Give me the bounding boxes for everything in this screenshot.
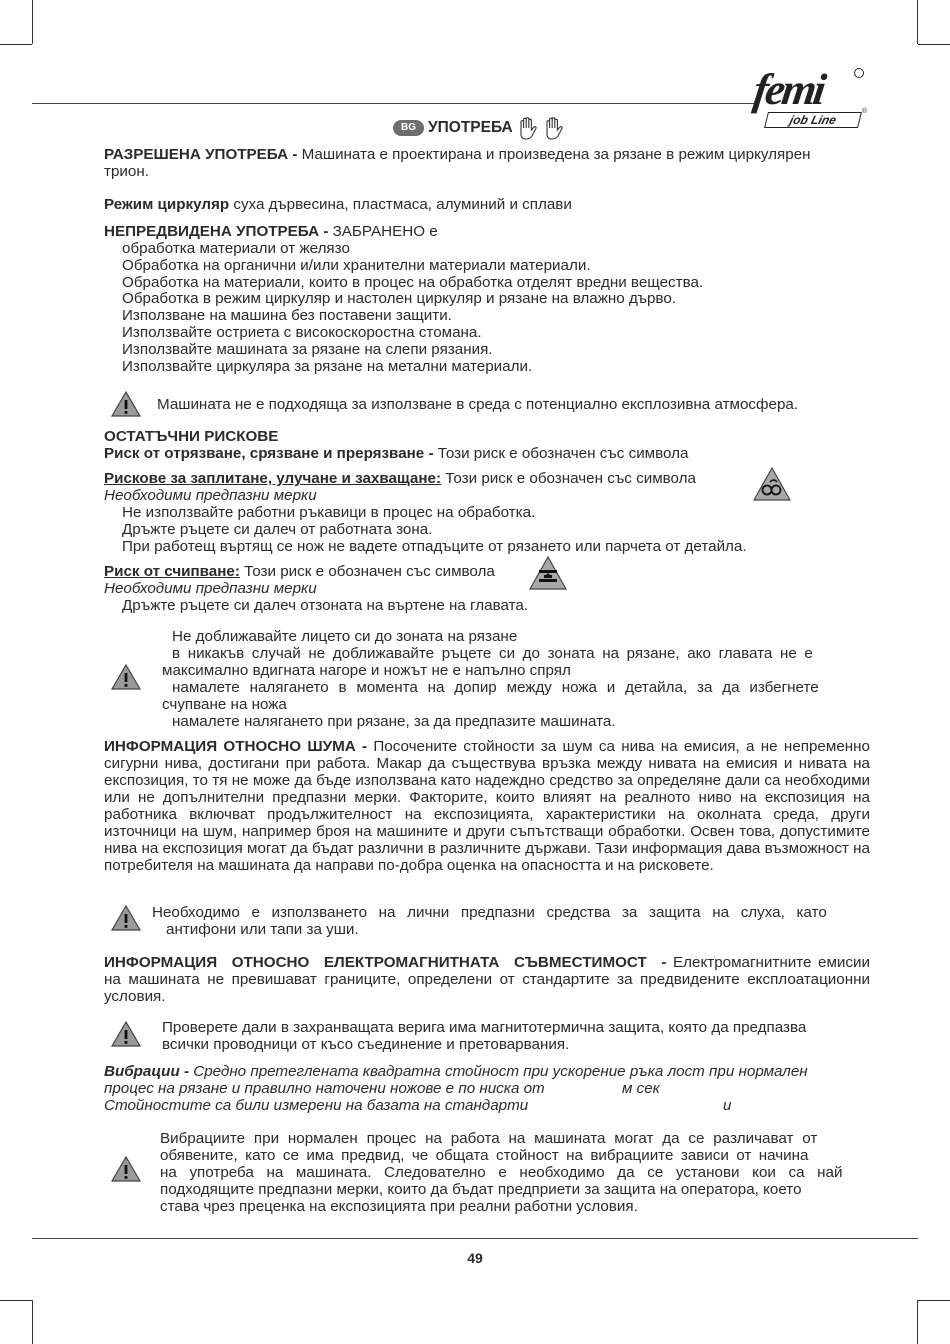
- warning-circuit-line: всички проводници от късо съединение и претоварвания.: [162, 1036, 570, 1053]
- language-badge: BG: [393, 120, 424, 136]
- crop-mark: [918, 1300, 950, 1301]
- crush-hazard-icon: [528, 555, 568, 591]
- crush-risk-text: Този риск е обозначен със символа: [239, 563, 495, 580]
- unforeseen-use: [104, 223, 438, 240]
- list-item: обработка материали от желязо: [122, 240, 350, 257]
- residual-risks-title: ОСТАТЪЧНИ РИСКОВЕ: [104, 428, 279, 445]
- hand-icon: [543, 116, 565, 140]
- emc-info: [104, 954, 870, 1005]
- crop-mark: [32, 0, 33, 44]
- warning-icon: [110, 904, 142, 932]
- warning-explosive-text: Машината не е подходяща за използване в среда с потенциално експлозивна атмосфера.: [157, 396, 799, 413]
- crop-mark: [917, 0, 918, 44]
- vibration-unit: м сек: [622, 1080, 660, 1097]
- circular-mode: [104, 196, 572, 213]
- crop-mark: [917, 1300, 918, 1344]
- brand-logo: [750, 65, 872, 132]
- list-item: Използвайте остриета с високоскоростна стомана.: [122, 324, 482, 341]
- warning-icon: [110, 663, 142, 691]
- entangle-risk-text: Този риск е обозначен със символа: [441, 470, 696, 487]
- bottom-rule: [32, 1238, 918, 1239]
- warning-face-line: счупване на ножа: [162, 696, 287, 713]
- permitted-use-text: Машината е проектирана и произведена за рязане в режим циркулярен: [297, 146, 811, 163]
- permitted-use: [104, 146, 811, 163]
- logo-femi: femi: [750, 65, 827, 114]
- permitted-use-label: РАЗРЕШЕНА УПОТРЕБА -: [104, 146, 298, 163]
- unforeseen-use-label: НЕПРЕДВИДЕНА УПОТРЕБА -: [104, 223, 329, 240]
- vibration-label: Вибрации -: [104, 1063, 190, 1080]
- warning-face-line: Не доближавайте лицето си до зоната на рязане: [172, 628, 518, 645]
- list-item: Обработка в режим циркуляр и настолен циркуляр и рязане на влажно дърво.: [122, 290, 676, 307]
- vibration-text-3: Стойностите са били измерени на базата на стандарти: [104, 1097, 529, 1114]
- list-item: Обработка на материали, които в процес на обработка отделят вредни вещества.: [122, 274, 704, 291]
- cut-risk-text: Този риск е обозначен със символа: [433, 445, 689, 462]
- entangle-risk-label: Рискове за заплитане, улучане и захващане:: [104, 470, 442, 487]
- list-item: Използвайте циркуляра за рязане на метални материали.: [122, 358, 533, 375]
- noise-info-text: Посочените стойности за шум са нива на емисия, а не непременно сигурни нива, достигани при работа. Макар да съществува връзка между нивата на емисия и нивата на експозиция, то тя не може да бъде използвана като надеждно средство за определяне дали са необходими или не допълнителни предпазни мерки. Факторите, които влияят на реалното ниво на експозиция на работника включват продължителност на експозицията, характеристики на околната среда, други източници на шум, например броя на машините и други съпътстващи обработки. Освен това, допустимите нива на експозиция могат да бъдат различни в различните държави. Тази информация дава възможност на потребителя на машината да направи по-добра оценка на опасността и на рисковете.: [104, 738, 870, 874]
- warning-icon: [110, 1155, 142, 1183]
- warning-vibration-line: става чрез преценка на експозицията при реални работни условия.: [160, 1198, 638, 1215]
- page-number: 49: [467, 1250, 483, 1266]
- noise-info: [104, 738, 870, 874]
- list-item: Дръжте ръцете си далеч от работната зона.: [122, 521, 433, 538]
- list-item: Обработка на органични и/или хранителни материали материали.: [122, 257, 591, 274]
- circular-mode-label: Режим циркуляр: [104, 196, 230, 213]
- warning-face-line: намалете налягането в момента на допир между ножа и детайла, за да избегнете: [172, 679, 819, 696]
- logo-registered: ®: [862, 108, 868, 115]
- measures-heading: Необходими предпазни мерки: [104, 487, 317, 504]
- vibration-info: [104, 1063, 808, 1080]
- warning-face-line: максимално вдигната нагоре и ножът не е напълно спрял: [162, 662, 571, 679]
- circular-mode-text: суха дървесина, пластмаса, алуминий и сплави: [229, 196, 572, 213]
- list-item: Дръжте ръцете си далеч отзоната на въртене на главата.: [122, 597, 529, 614]
- warning-vibration-line: подходящите предпазни мерки, които да бъдат предприети за защита на оператора, което: [160, 1181, 802, 1198]
- measures-heading: Необходими предпазни мерки: [104, 580, 317, 597]
- crop-mark: [32, 1300, 33, 1344]
- noise-info-label: ИНФОРМАЦИЯ ОТНОСНО ШУМА -: [104, 738, 368, 755]
- warning-icon: [110, 390, 142, 418]
- warning-face-line: намалете налягането при рязане, за да предпазите машината.: [172, 713, 616, 730]
- cut-risk: [104, 445, 688, 462]
- crush-risk: [104, 563, 495, 580]
- crop-mark: [918, 44, 950, 45]
- unforeseen-use-text: ЗАБРАНЕНО е: [328, 223, 438, 240]
- entanglement-hazard-icon: [752, 466, 792, 502]
- cut-risk-label: Риск от отрязване, срязване и прерязване -: [104, 445, 434, 462]
- page-title: УПОТРЕБА: [428, 119, 513, 136]
- vibration-and: и: [723, 1097, 732, 1114]
- crop-mark: [0, 1300, 32, 1301]
- crush-risk-label: Риск от счипване:: [104, 563, 240, 580]
- warning-circuit-line: Проверете дали в захранващата верига има магнитотермична защита, която да предпазва: [162, 1019, 807, 1036]
- warning-vibration-line: обявените, като се има предвид, че общата стойност на вибрациите зависи от начина: [160, 1147, 809, 1164]
- logo-ring: [854, 68, 864, 78]
- warning-hearing-line: антифони или тапи за уши.: [166, 921, 359, 938]
- list-item: Използвайте машината за рязане на слепи рязания.: [122, 341, 493, 358]
- emc-info-text: Електромагнитните емисии на машината не превишават границите, определени от стандартите за предвидените експлоатационни условия.: [104, 954, 870, 1005]
- list-item: Използване на машина без поставени защити.: [122, 307, 452, 324]
- vibration-text-2: процес на рязане и правилно наточени ножове е по ниска от: [104, 1080, 545, 1097]
- emc-info-label: ИНФОРМАЦИЯ ОТНОСНО ЕЛЕКТРОМАГНИТНАТА СЪВМЕСТИМОСТ -: [104, 954, 667, 971]
- warning-face-line: в никакъв случай не доближавайте ръцете си до зоната на рязане, ако главата не е: [172, 645, 813, 662]
- section-header: [393, 116, 565, 140]
- warning-hearing-line: Необходимо е използването на лични предпазни средства за защита на слуха, като: [152, 904, 827, 921]
- list-item: При работещ въртящ се нож не вадете отпадъците от рязането или парчета от детайла.: [122, 538, 747, 555]
- warning-icon: [110, 1020, 142, 1048]
- permitted-use-text-2: трион.: [104, 163, 149, 180]
- top-rule: [32, 103, 755, 104]
- hand-icon: [517, 116, 539, 140]
- warning-vibration-line: Вибрациите при нормален процес на работа на машината могат да се различават от: [160, 1130, 818, 1147]
- crop-mark: [0, 44, 32, 45]
- entangle-risk: [104, 470, 696, 487]
- logo-job-line: job Line: [764, 112, 862, 128]
- vibration-text: Средно претеглената квадратна стойност при ускорение ръка лост при нормален: [189, 1063, 808, 1080]
- warning-vibration-line: на употреба на машината. Следователно е необходимо да се установи кои са най: [160, 1164, 843, 1181]
- list-item: Не използвайте работни ръкавици в процес на обработка.: [122, 504, 536, 521]
